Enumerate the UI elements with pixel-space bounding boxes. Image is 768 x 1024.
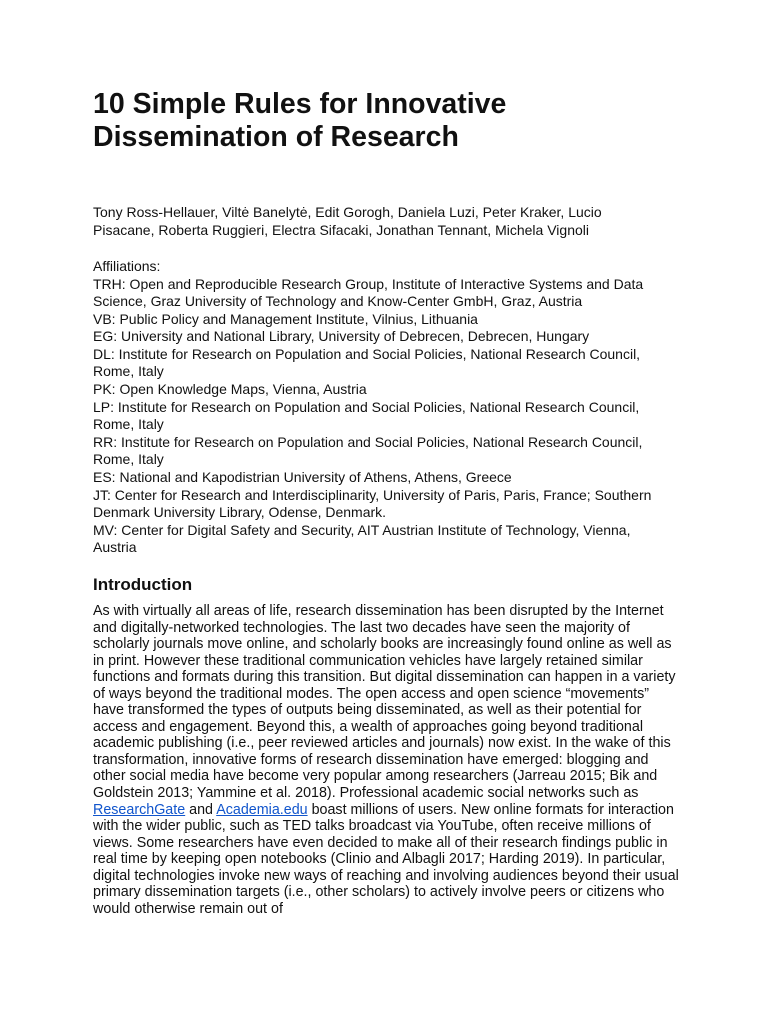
affiliation-line: LP: Institute for Research on Population and Social Policies, National Research Council, [93,398,640,415]
intro-text-part-2: boast millions of users. New online formats for interaction with the wider public, such as TED talks broadcast via YouTube, often receive millions of views. Some researchers have even decided to make all of their research findings public in real time by keeping open notebooks (Clinio and Albagli 2017; Harding 2019). In particular, digital technologies invoke new ways of reaching and involving audiences beyond their usual primary dissemination targets (i.e., other scholars) to actively involve peers or citizens who would otherwise remain out of [93,801,679,917]
paper-title-line-1: 10 Simple Rules for Innovative [93,88,507,120]
author-list [93,203,683,239]
affiliation-line: VB: Public Policy and Management Institute, Vilnius, Lithuania [93,310,478,327]
document-page [93,88,683,917]
author-list-line-2: Pisacane, Roberta Ruggieri, Electra Sifacaki, Jonathan Tennant, Michela Vignoli [93,222,589,238]
section-heading-introduction: Introduction [93,575,193,594]
affiliation-line: RR: Institute for Research on Population and Social Policies, National Research Council, [93,433,643,450]
affiliation-line: Rome, Italy [93,363,164,380]
affiliations-heading: Affiliations: [93,258,161,274]
affiliation-line: MV: Center for Digital Safety and Security, AIT Austrian Institute of Technology, Vienna, [93,521,631,538]
affiliation-line: TRH: Open and Reproducible Research Group, Institute of Interactive Systems and Data [93,275,644,292]
affiliation-line: Austria [93,539,137,556]
author-list-line-1: Tony Ross-Hellauer, Viltė Banelytė, Edit Gorogh, Daniela Luzi, Peter Kraker, Lucio [93,204,602,220]
affiliation-line: EG: University and National Library, University of Debrecen, Debrecen, Hungary [93,328,590,345]
intro-text-connector: and [185,801,217,818]
affiliation-line: Science, Graz University of Technology and Know-Center GmbH, Graz, Austria [93,293,583,310]
paper-title-line-2: Dissemination of Research [93,121,459,153]
introduction-paragraph [93,603,683,917]
paper-title [93,88,683,154]
affiliation-line: Rome, Italy [93,416,164,433]
affiliation-line: JT: Center for Research and Interdisciplinarity, University of Paris, Paris, France; Southern [93,486,652,503]
academia-edu-link[interactable]: Academia.edu [216,801,308,818]
affiliation-line: PK: Open Knowledge Maps, Vienna, Austria [93,381,367,398]
affiliations-list [93,276,683,558]
affiliation-line: Rome, Italy [93,451,164,468]
affiliation-line: Denmark University Library, Odense, Denmark. [93,504,387,521]
researchgate-link[interactable]: ResearchGate [93,801,186,818]
affiliation-line: ES: National and Kapodistrian University of Athens, Athens, Greece [93,469,512,486]
intro-text-part-1: As with virtually all areas of life, research dissemination has been disrupted by the Internet and digitally-networked technologies. The last two decades have seen the majority of scholarly journals move online, and scholarly books are increasingly found online as well as in print. However these traditional communication vehicles have largely retained similar functions and formats during this transition. But digital dissemination can happen in a variety of ways beyond the traditional modes. The open access and open science “movements” have transformed the types of outputs being disseminated, as well as their potential for access and engagement. Beyond this, a wealth of approaches going beyond traditional academic publishing (i.e., peer reviewed articles and journals) now exist. In the wake of this transformation, innovative forms of research dissemination have emerged: blogging and other social media have become very popular among researchers (Jarreau 2015; Bik and Goldstein 2013; Yammine et al. 2018). Professional academic social networks such as [93,603,676,802]
affiliation-line: DL: Institute for Research on Population and Social Policies, National Research Council, [93,345,641,362]
